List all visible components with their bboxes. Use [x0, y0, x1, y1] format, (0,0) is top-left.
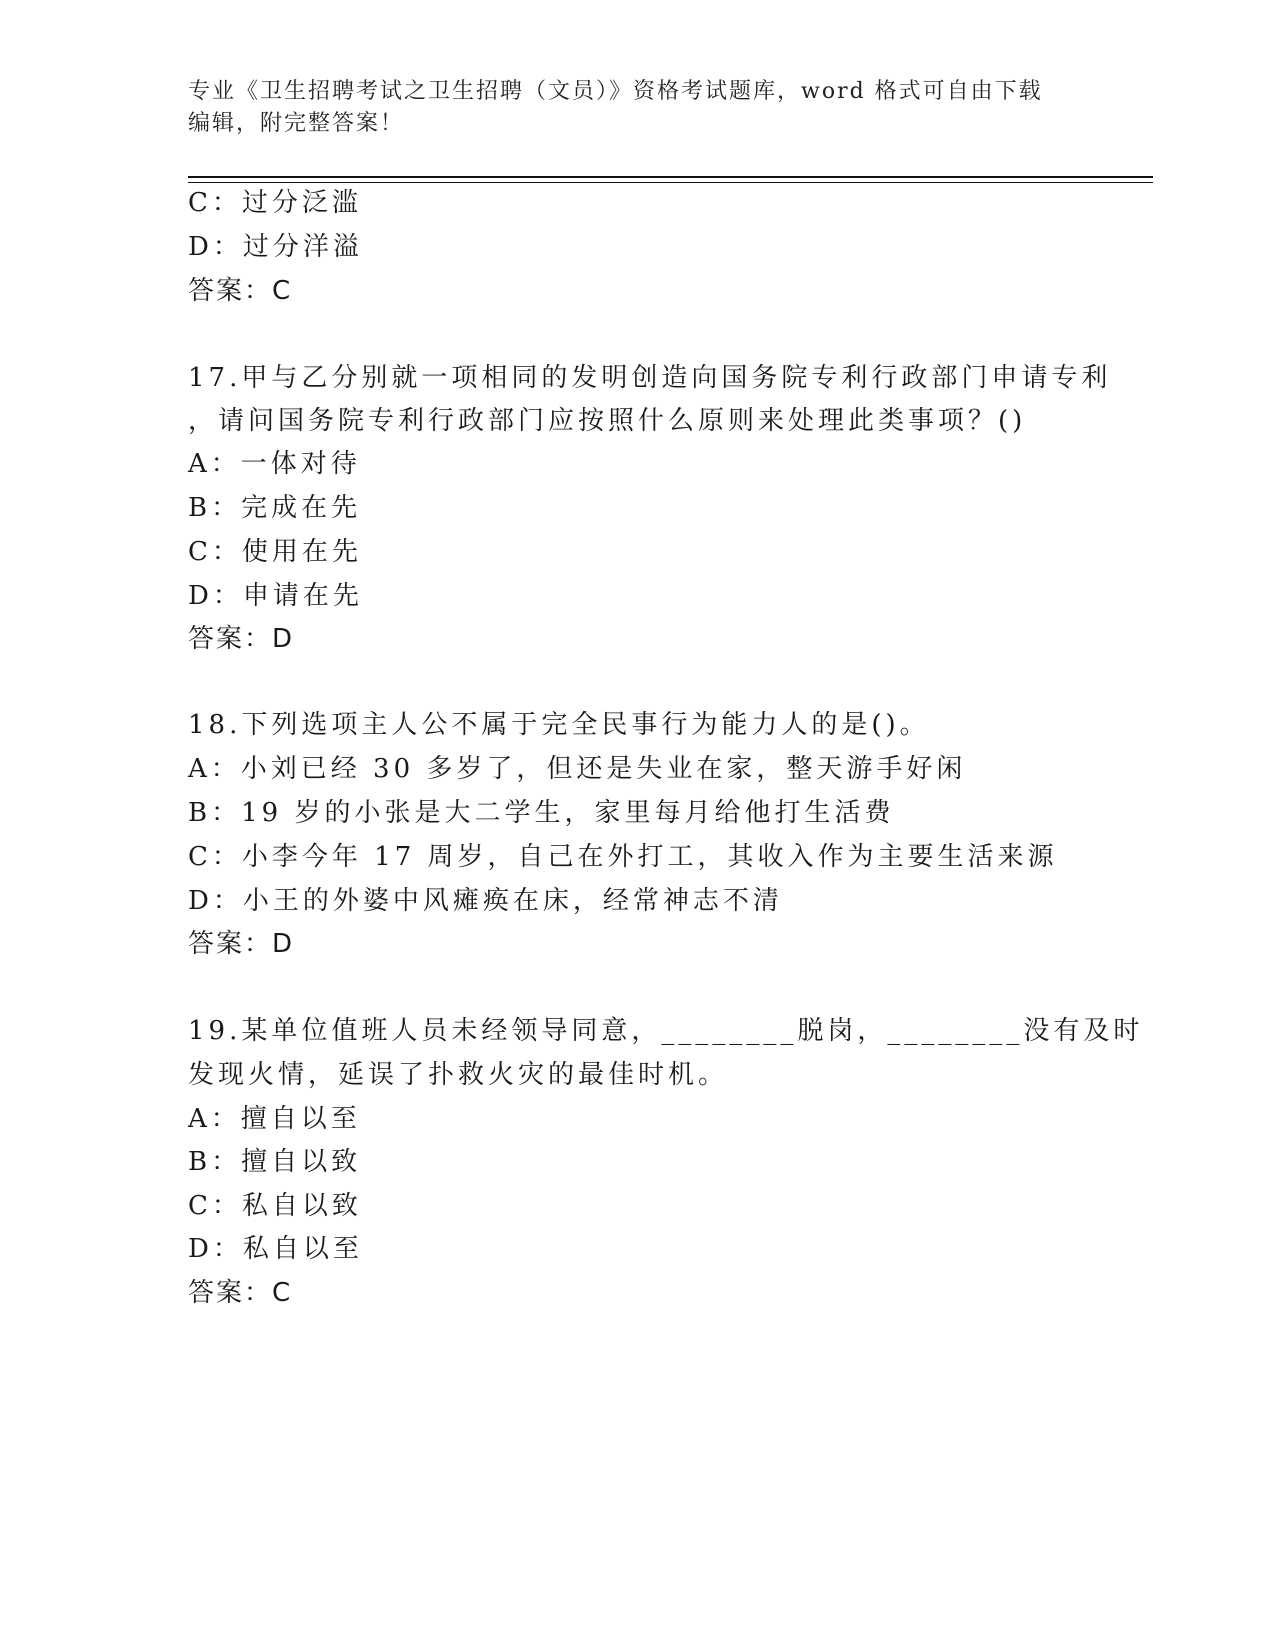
q18-stem-line-1: 18.下列选项主人公不属于完全民事行为能力人的是()。: [188, 710, 930, 740]
q19-answer: 答案：C: [188, 1278, 293, 1308]
q18-answer: 答案：D: [188, 929, 295, 959]
header-line-2: 编辑，附完整答案！: [188, 111, 405, 136]
q19-option-a: A：擅自以至: [188, 1104, 361, 1134]
q16-option-d: D：过分洋溢: [188, 232, 363, 262]
q19-stem-line-2: 发现火情，延误了扑救火灾的最佳时机。: [188, 1060, 729, 1090]
q19-option-b: B：擅自以致: [188, 1147, 362, 1177]
header-rule-thin: [188, 182, 1153, 183]
q17-answer: 答案：D: [188, 624, 295, 654]
q17-option-a: A：一体对待: [188, 449, 361, 479]
q19-option-d: D：私自以至: [188, 1234, 363, 1264]
header-rule-thick: [188, 176, 1153, 178]
q17-option-c: C：使用在先: [188, 537, 362, 567]
document-header: [188, 76, 1068, 140]
q17-stem-line-2: ，请问国务院专利行政部门应按照什么原则来处理此类事项？(): [188, 406, 1027, 436]
header-line-1: 专业《卫生招聘考试之卫生招聘（文员）》资格考试题库，word 格式可自由下载: [188, 79, 1043, 104]
q18-option-a: A：小刘已经 30 多岁了，但还是失业在家，整天游手好闲: [188, 754, 967, 784]
q18-option-b: B：19 岁的小张是大二学生，家里每月给他打生活费: [188, 798, 895, 828]
q17-option-b: B：完成在先: [188, 493, 362, 523]
q19-stem-line-1: 19.某单位值班人员未经领导同意，________脱岗，________没有及时: [188, 1016, 1144, 1046]
q16-answer: 答案：C: [188, 276, 293, 306]
q18-option-c: C：小李今年 17 周岁，自己在外打工，其收入作为主要生活来源: [188, 842, 1058, 872]
q17-option-d: D：申请在先: [188, 581, 363, 611]
q16-option-c: C：过分泛滥: [188, 188, 362, 218]
q19-option-c: C：私自以致: [188, 1191, 362, 1221]
q18-option-d: D：小王的外婆中风瘫痪在床，经常神志不清: [188, 886, 783, 916]
q17-stem-line-1: 17.甲与乙分别就一项相同的发明创造向国务院专利行政部门申请专利: [188, 363, 1112, 393]
